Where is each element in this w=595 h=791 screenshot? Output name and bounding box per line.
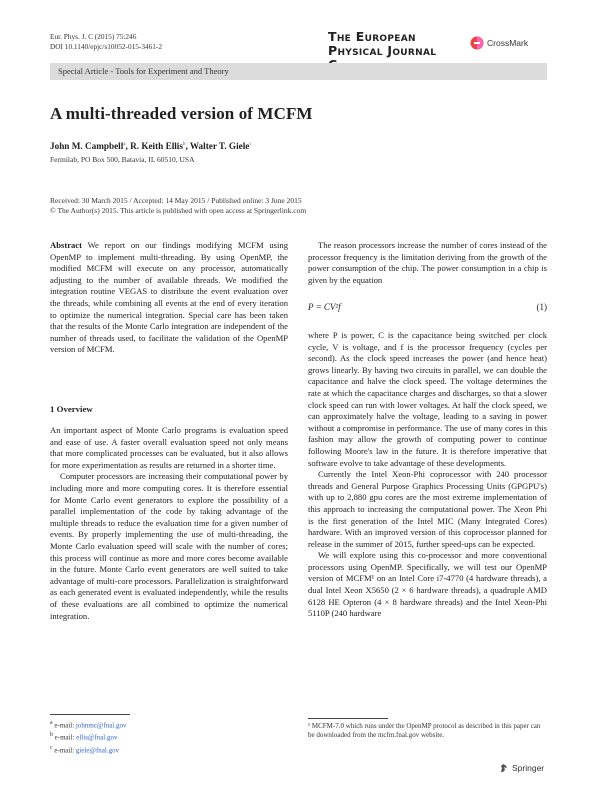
section-heading: 1 Overview <box>50 404 93 414</box>
email-label: e-mail: <box>52 721 76 730</box>
springer-horse-icon <box>499 763 509 773</box>
author-mark[interactable]: b <box>182 141 186 147</box>
author-emails <box>50 718 127 755</box>
overview-text <box>50 425 288 622</box>
email-entry <box>50 743 127 755</box>
paragraph: The reason processors increase the number of cores instead of the processor frequency is the limitation deriving from the growth of the power consumption of the chip. The power consumption in a chip is given by the equation <box>308 240 547 285</box>
email-label: e-mail: <box>52 733 77 742</box>
equation-text: P = CV²f <box>308 302 341 312</box>
author-list <box>50 141 252 151</box>
paragraph: An important aspect of Monte Carlo programs is evaluation speed and ease of use. A faster overall evaluation speed not only means that more complicated processes can be evaluated, but it also allows for more experimentation as results are returned in a shorter time. <box>50 425 288 470</box>
paragraph: We will explore using this co-processor and more conventional processors using OpenMP. Specifically, we will test our OpenMP version of MCFM¹ on an Intel Core i7-4770 (4 hardware threads), a dual Intel Xeon X5650 (2 × 6 hardware threads), a quadruple AMD 6128 HE Opteron (4 × 8 hardware threads) and the Intel Xeon-Phi 5110P (240 hardware <box>308 550 547 619</box>
email-label: e-mail: <box>52 745 76 754</box>
abstract-label: Abstract <box>50 240 82 250</box>
received-dates: Received: 30 March 2015 / Accepted: 14 May 2015 / Published online: 3 June 2015 <box>50 196 302 205</box>
email-mark: b <box>50 732 53 739</box>
citation-line: Eur. Phys. J. C (2015) 75:246 <box>50 32 137 41</box>
email-link[interactable]: ellis@fnal.gov <box>76 733 118 742</box>
copyright-line: © The Author(s) 2015. This article is published with open access at Springerlink.com <box>50 205 307 215</box>
doi-line: DOI 10.1140/epjc/s10052-015-3461-2 <box>50 42 163 51</box>
article-type-band <box>50 63 547 80</box>
abstract-text: We report on our findings modifying MCFM using OpenMP to implement multi-threading. By using OpenMP, the modified MCFM will execute on any processor, automatically adjusting to the number of available threads. We modified the integration routine VEGAS to distribute the event evaluation over the threads, while combining all events at the end of every iteration to optimize the numerical integration. Special care has been taken that the results of the Monte Carlo integration are independent of the number of threads used, to facilitate the validation of the OpenMP version of MCFM. <box>50 240 288 355</box>
publication-dates <box>50 196 306 215</box>
affiliation: Fermilab, PO Box 500, Batavia, IL 60510, USA <box>50 155 195 164</box>
right-column-intro <box>308 240 547 286</box>
email-link[interactable]: giele@fnal.gov <box>75 745 120 754</box>
footnote-rule <box>308 718 388 719</box>
footnote-rule <box>50 714 130 715</box>
paragraph: where P is power, C is the capacitance being switched per clock cycle, V is voltage, and f is the processor frequency (cycles per second). As the clock speed increases the power (and hence heat) grows linearly. By having two circuits in parallel, we can double the capacitance and halve the clock speed. The voltage determines the rate at which the capacitance charges and discharges, so that a slower clock speed can run with lower voltages. At half the clock speed, we can approximately halve the voltage, leading to a saving in power without a compromise in performance. The use of many cores in this fashion may allow the growth of computing power to continue following Moore's law in the future. It is therefore imperative that software evolve to take advantage of these developments. <box>308 330 547 468</box>
email-mark: c <box>50 744 53 751</box>
author-name: Walter T. Giele <box>189 141 250 151</box>
paper-title: A multi-threaded version of MCFM <box>50 104 313 123</box>
author-mark[interactable]: c <box>249 141 252 147</box>
paragraph: Currently the Intel Xeon-Phi coprocessor with 240 processor threads and General Purpose Graphics Processing Units (GPGPU's) with up to 2,880 gpu cores are the most extreme implementation of this approach to increasing the computational power. The Xeon Phi is the first generation of the Intel MIC (Many Integrated Cores) hardware. With an improved version of this coprocessor planned for release in the summer of 2015, further speed-ups can be expected. <box>308 469 547 549</box>
abstract <box>50 240 288 356</box>
publisher-logo <box>499 763 544 773</box>
email-entry <box>50 730 127 742</box>
crossmark-label: CrossMark <box>487 38 529 48</box>
citation-info <box>50 32 162 52</box>
crossmark-badge[interactable] <box>470 36 528 50</box>
equation <box>308 302 547 312</box>
author-separator: , <box>185 141 190 151</box>
journal-name-line2: Physical Journal <box>328 43 437 58</box>
author-name: John M. Campbell <box>50 141 124 151</box>
crossmark-icon <box>470 36 484 50</box>
author-mark[interactable]: a <box>123 141 126 147</box>
author-separator: , <box>125 141 131 151</box>
author-name: R. Keith Ellis <box>130 141 183 151</box>
paragraph: Computer processors are increasing their computational power by including more and more computing cores. It is therefore essential for Monte Carlo event generators to explore the possibility of a parallel implementation of the code by taking advantage of the multiple threads to reduce the evaluation time for a given number of events. By properly implementing the use of multi-threading, the Monte Carlo evaluation speed will scale with the number of cores; this process will continue as more and more cores become available in the future. Monte Carlo event generators are well suited to take advantage of multi-core processors. Parallelization is straightforward as each generated event is evaluated independently, while the results of these evaluations are all combined to optimize the numerical integration. <box>50 471 288 621</box>
email-mark: a <box>50 720 53 726</box>
article-type-label: Special Article - Tools for Experiment and Theory <box>58 66 229 76</box>
publisher-name: Springer <box>512 763 545 773</box>
email-entry <box>50 718 127 730</box>
journal-name-line1: The European <box>328 29 416 44</box>
footnote: ¹ MCFM-7.0 which runs under the OpenMP protocol as described in this paper can be downloaded from the mcfm.fnal.gov website. <box>308 722 541 739</box>
right-column-body <box>308 330 547 620</box>
email-link[interactable]: johnmc@fnal.gov <box>75 721 127 730</box>
equation-number: (1) <box>536 302 547 312</box>
